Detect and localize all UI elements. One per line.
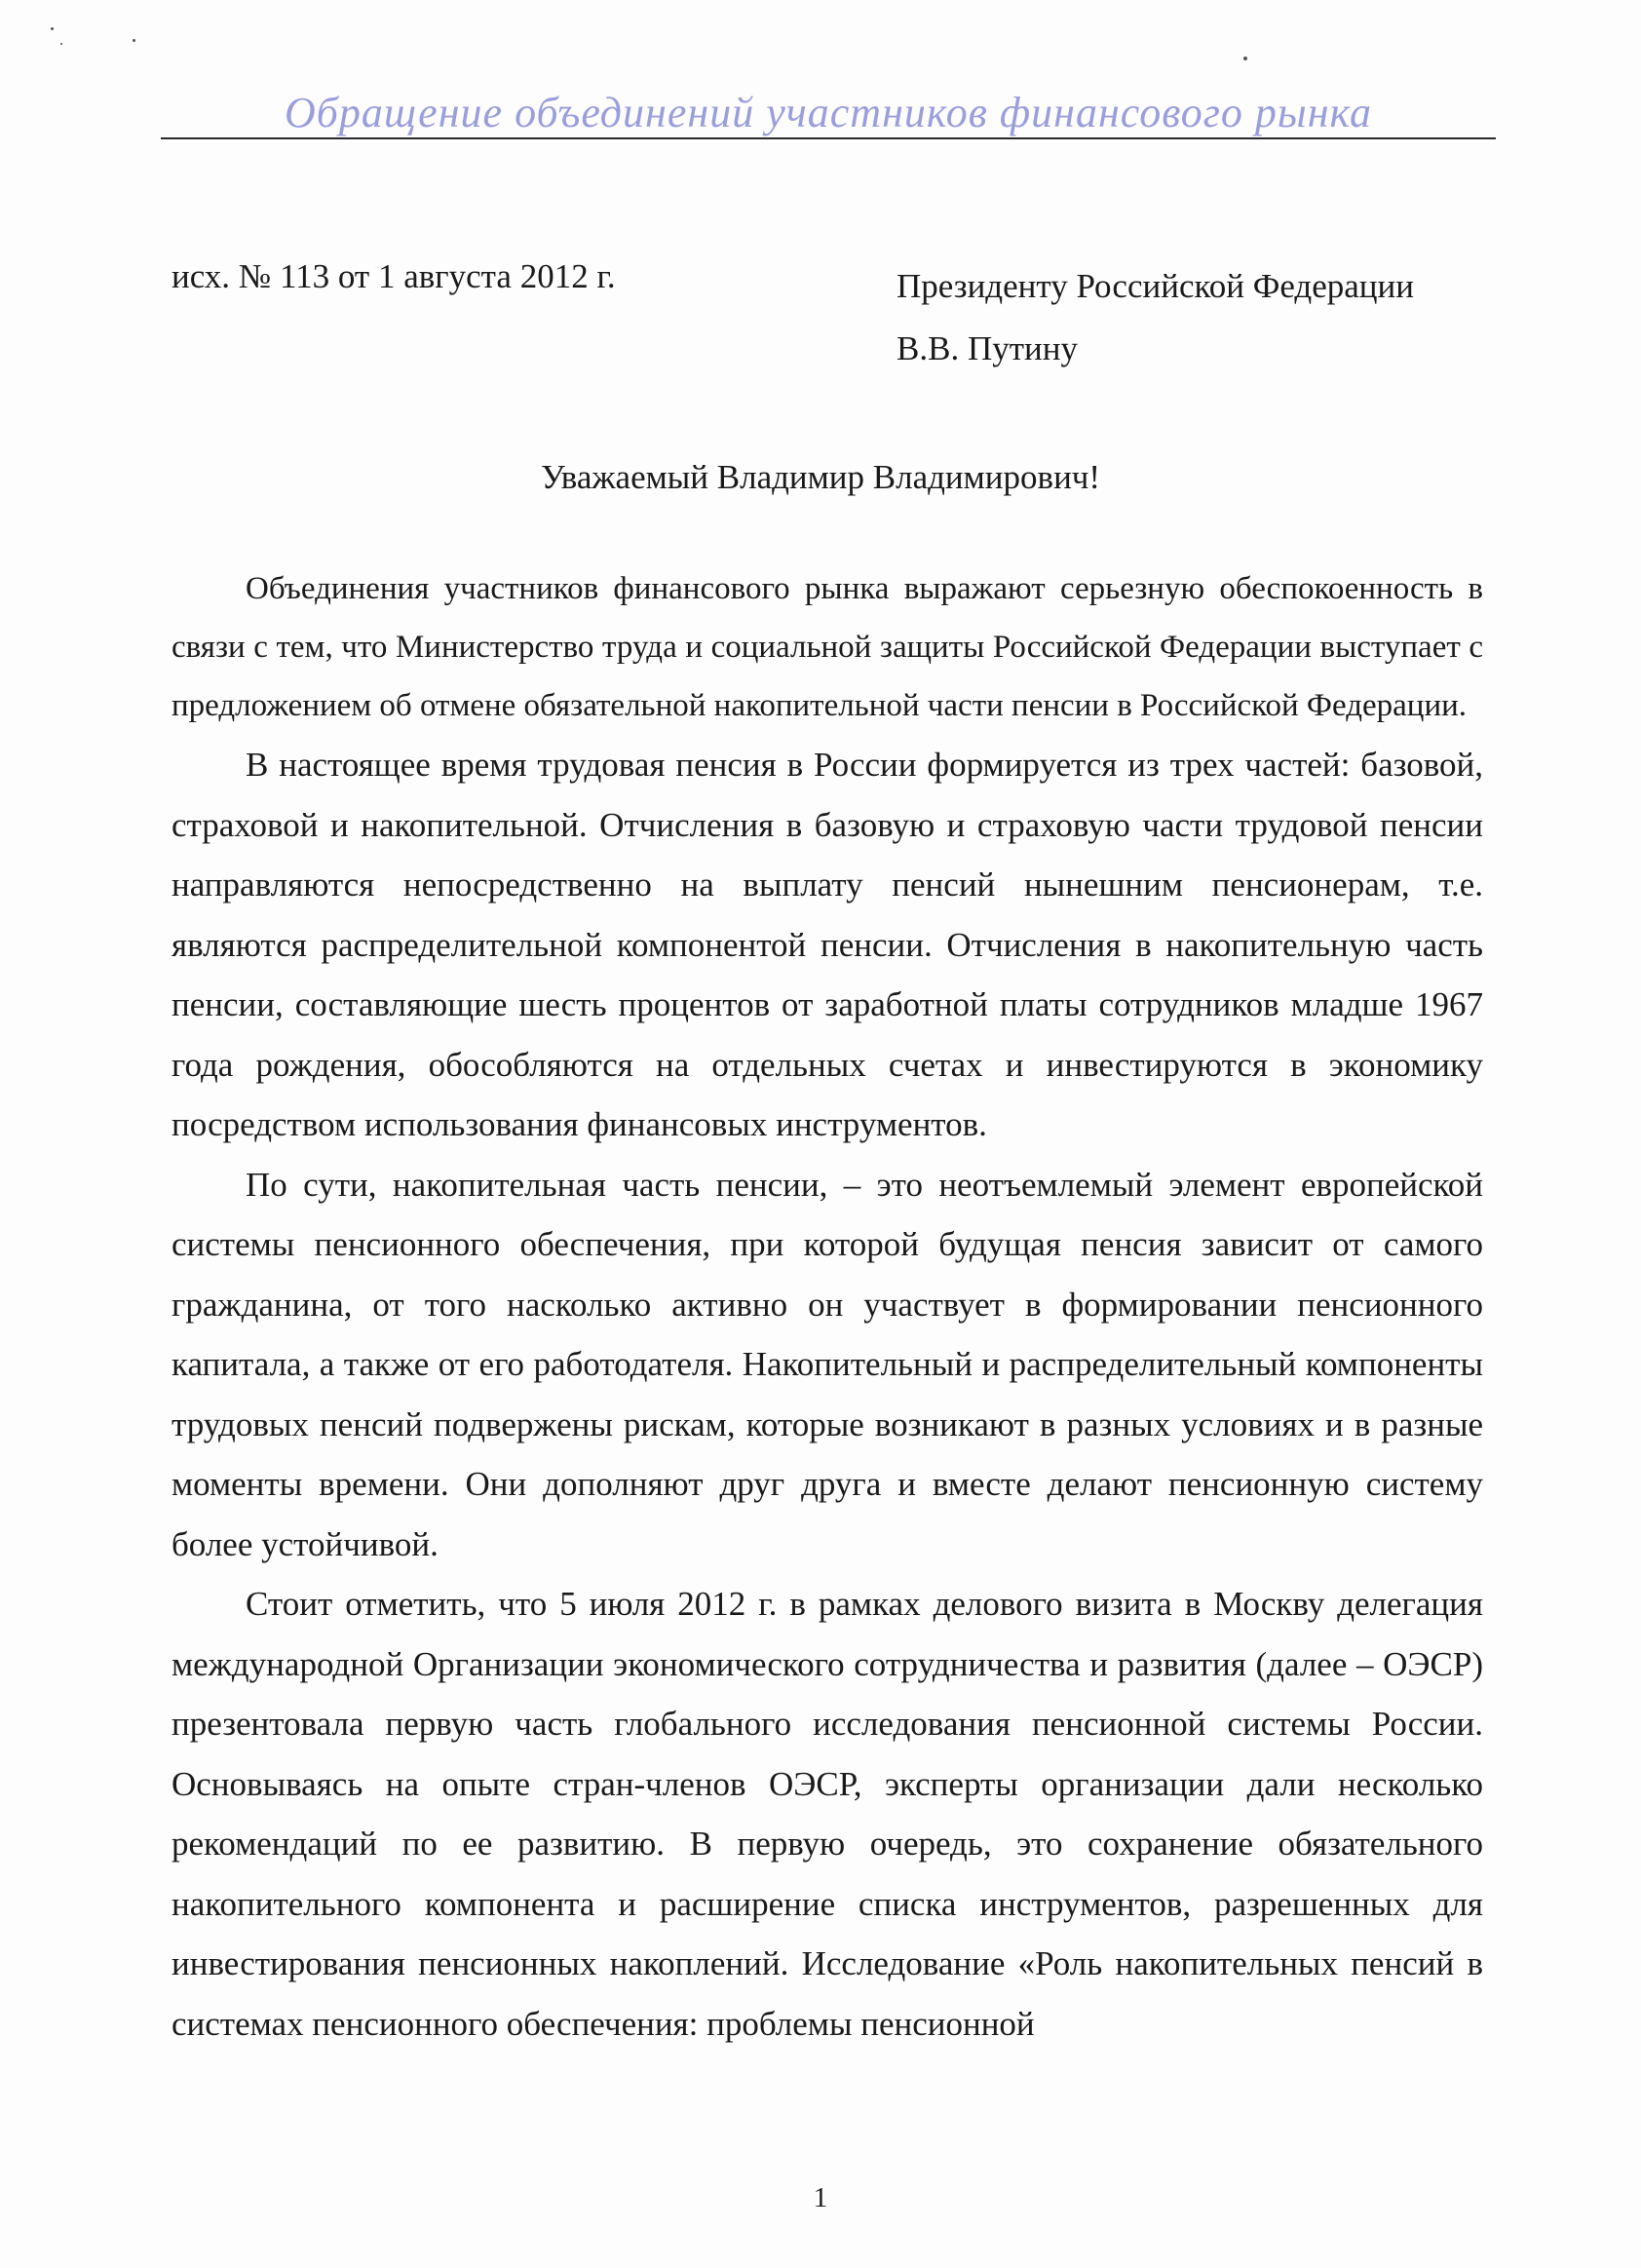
letterhead-title: Обращение объединений участников финансового рынка [284, 89, 1373, 136]
scan-speck [133, 39, 135, 42]
addressee-block [897, 255, 1414, 380]
letterhead-rule [161, 137, 1496, 139]
paragraph: Стоит отметить, что 5 июля 2012 г. в рамках делового визита в Москву делегация международной Организации экономического сотрудничества и развития (далее – ОЭСР) презентовала первую часть глобального исследования пенсионной системы России. Основываясь на опыте стран-членов ОЭСР, эксперты организации дали несколько рекомендаций по ее развитию. В первую очередь, это сохранение обязательного накопительного компонента и расширение списка инструментов, разрешенных для инвестирования пенсионных накоплений. Исследование «Роль накопительных пенсий в системах пенсионного обеспечения: проблемы пенсионной [172, 1585, 1483, 2043]
paragraph: Объединения участников финансового рынка выражают серьезную обеспокоенность в связи с тем, что Министерство труда и социальной защиты Российской Федерации выступает с предложением об отмене обязательной накопительной части пенсии в Российской Федерации. [172, 571, 1483, 723]
addressee-title: Президенту Российской Федерации [897, 267, 1414, 305]
salutation: Уважаемый Владимир Владимирович! [540, 458, 1101, 496]
scan-speck [60, 43, 62, 45]
scan-speck [51, 27, 54, 30]
scan-speck [1243, 57, 1247, 60]
paragraph: По сути, накопительная часть пенсии, – это неотъемлемый элемент европейской системы пенсионного обеспечения, при которой будущая пенсия зависит от самого гражданина, от того насколько активно он участвует в формировании пенсионного капитала, а также от его работодателя. Накопительный и распределительный компоненты трудовых пенсий подвержены рискам, которые возникают в разных условиях и в разные моменты времени. Они дополняют друг друга и вместе делают пенсионную систему более устойчивой. [172, 1165, 1483, 1563]
addressee-name: В.В. Путину [897, 329, 1078, 367]
page-number: 1 [813, 2182, 828, 2213]
outgoing-reference: исх. № 113 от 1 августа 2012 г. [172, 257, 616, 295]
letter-body [172, 559, 1483, 2054]
paragraph: В настоящее время трудовая пенсия в России формируется из трех частей: базовой, страховой и накопительной. Отчисления в базовую и страховую части трудовой пенсии направляются непосредственно на выплату пенсий нынешним пенсионерам, т.е. являются распределительной компонентой пенсии. Отчисления в накопительную часть пенсии, составляющие шесть процентов от заработной платы сотрудников младше 1967 года рождения, обособляются на отдельных счетах и инвестируются в экономику посредством использования финансовых инструментов. [172, 746, 1483, 1143]
